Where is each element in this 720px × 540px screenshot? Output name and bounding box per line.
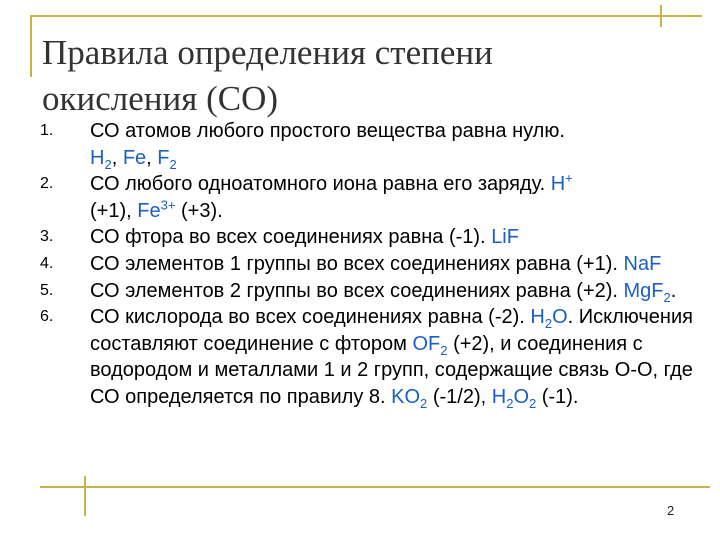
rule-6: 6. СО кислорода во всех соединениях равна (-2). $H_2O$. Исключения составляют соединение с фтором $OF_2$ (+2), и соединения с водородом и металлами 1 и 2 групп, содержащие связь О-О, где СО определяется по правилу 8. $KO_2$ (-1/2), $H_2O_2$ (-1). <box>40 306 693 411</box>
rules-list <box>40 118 704 411</box>
formula-ko2: $KO_2$ <box>391 385 428 411</box>
rule-4 <box>40 251 704 278</box>
rule-5: 5. СО элементов 2 группы во всех соединениях равна (+2). MgF$_2$. <box>40 279 677 305</box>
rule-text: СО любого одноатомного иона равна его заряду. <box>90 173 546 196</box>
formula-fe: Fe <box>122 146 147 169</box>
example-value: (+1), <box>90 199 132 222</box>
formula-h-ion: H+ <box>550 170 573 196</box>
decor-line-top-right <box>660 5 662 27</box>
rule-number: 5. <box>40 281 54 299</box>
formula-h2o2: $H_2O_2$ <box>491 385 537 411</box>
formula-mgf2: MgF$_2$ <box>623 279 671 305</box>
page-number: 2 <box>667 503 675 518</box>
example-value: (-1/2), <box>432 385 487 408</box>
rule-number: 2. <box>40 175 54 193</box>
rule-number: 4. <box>40 254 54 272</box>
rule-number: 1. <box>40 122 54 139</box>
title-line-1: Правила определения степени <box>42 33 493 72</box>
rule-1: 1. СО атомов любого простого вещества равна нулю. $H_2$, Fe, $F_2$ <box>40 120 565 172</box>
formula-fe-ion: $Fe^{3+}$ <box>137 197 176 222</box>
example-value: (-1). <box>541 385 579 408</box>
formula-h2o: $H_2O$ <box>530 306 568 332</box>
formula-f2: $F_2$ <box>157 146 177 172</box>
decor-line-top <box>30 15 702 17</box>
rule-2 <box>40 171 704 224</box>
decor-line-bottom-left <box>84 476 86 516</box>
formula-of2: $OF_2$ <box>412 332 448 358</box>
example-value: (+3). <box>180 199 223 222</box>
formula-lif: LiF <box>491 226 519 249</box>
rule-number: 3. <box>40 228 54 246</box>
rule-text: СО элементов 1 группы во всех соединениях равна (+1). <box>90 252 618 275</box>
rule-3 <box>40 224 704 251</box>
title-line-2: окисления (СО) <box>42 79 279 118</box>
exception-text: Исключения составляют соединение с фтором <box>90 306 693 355</box>
rule-text: СО элементов 2 группы во всех соединениях равна (+2). <box>90 279 618 302</box>
slide-title <box>42 30 682 122</box>
decor-line-bottom <box>40 486 710 488</box>
rule-number: 6. <box>40 308 54 326</box>
rule-text: СО кислорода во всех соединениях равна (-2). <box>90 306 525 329</box>
rule-text: СО фтора во всех соединениях равна (-1). <box>90 226 486 249</box>
exception-text-2: (+2), и соединения с водородом и металлами 1 и 2 групп, содержащие связь О-О, где СО определяется по правилу 8. <box>90 332 693 408</box>
rule-text: СО атомов любого простого вещества равна нулю. <box>90 120 565 142</box>
decor-line-left <box>30 15 32 77</box>
formula-naf: NaF <box>623 252 662 275</box>
formula-h2: $H_2$ <box>90 146 112 172</box>
